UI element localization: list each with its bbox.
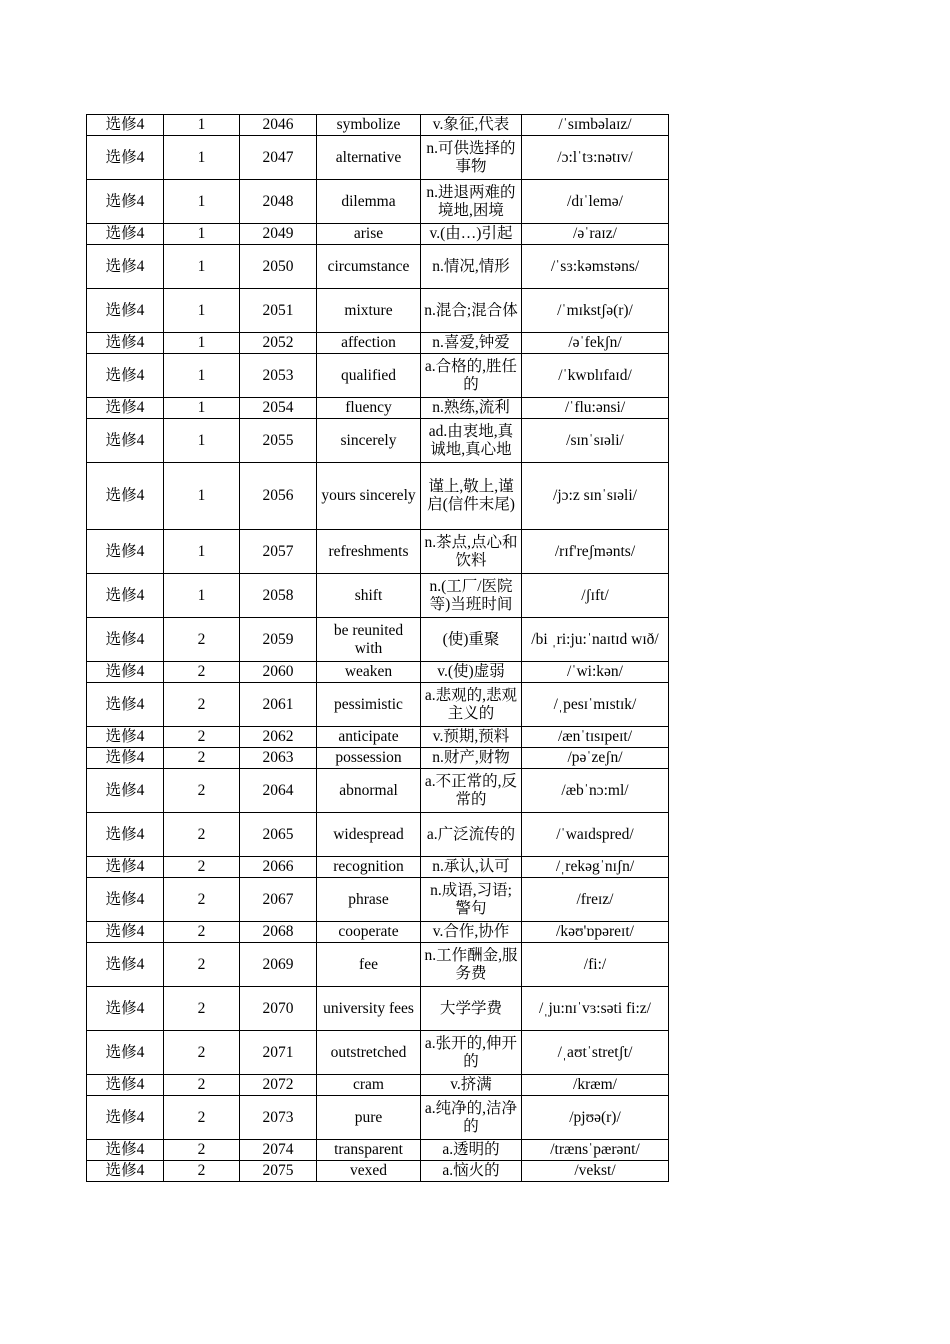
table-row — [87, 136, 669, 180]
table-row — [87, 224, 669, 245]
book-cell: 选修4 — [87, 180, 164, 224]
vocabulary-table — [86, 114, 669, 1182]
phonetic-cell: /ænˈtɪsɪpeɪt/ — [522, 727, 669, 748]
unit-cell: 1 — [164, 224, 240, 245]
book-cell: 选修4 — [87, 354, 164, 398]
table-row — [87, 1075, 669, 1096]
table-row — [87, 618, 669, 662]
meaning-cell: a.恼火的 — [421, 1161, 522, 1182]
meaning-cell: v.象征,代表 — [421, 115, 522, 136]
phonetic-cell: /ˈkwɒlɪfaɪd/ — [522, 354, 669, 398]
book-cell: 选修4 — [87, 1096, 164, 1140]
phonetic-cell: /ˌrekəgˈnɪʃn/ — [522, 857, 669, 878]
word-cell: circumstance — [317, 245, 421, 289]
word-cell: pure — [317, 1096, 421, 1140]
meaning-cell: v.(使)虚弱 — [421, 662, 522, 683]
meaning-cell: a.不正常的,反常的 — [421, 769, 522, 813]
table-row — [87, 878, 669, 922]
phonetic-cell: /ˈwaɪdspred/ — [522, 813, 669, 857]
word-cell: qualified — [317, 354, 421, 398]
unit-cell: 2 — [164, 878, 240, 922]
meaning-cell: v.挤满 — [421, 1075, 522, 1096]
unit-cell: 1 — [164, 180, 240, 224]
word-cell: mixture — [317, 289, 421, 333]
unit-cell: 2 — [164, 813, 240, 857]
meaning-cell: (使)重聚 — [421, 618, 522, 662]
number-cell: 2053 — [240, 354, 317, 398]
table-row — [87, 1161, 669, 1182]
meaning-cell: n.进退两难的境地,困境 — [421, 180, 522, 224]
unit-cell: 2 — [164, 922, 240, 943]
number-cell: 2065 — [240, 813, 317, 857]
book-cell: 选修4 — [87, 813, 164, 857]
phonetic-cell: /əˈraɪz/ — [522, 224, 669, 245]
meaning-cell: a.悲观的,悲观主义的 — [421, 683, 522, 727]
table-row — [87, 1140, 669, 1161]
unit-cell: 1 — [164, 289, 240, 333]
unit-cell: 1 — [164, 333, 240, 354]
table-row — [87, 748, 669, 769]
book-cell: 选修4 — [87, 115, 164, 136]
phonetic-cell: /dɪˈlemə/ — [522, 180, 669, 224]
table-row — [87, 574, 669, 618]
table-row — [87, 769, 669, 813]
unit-cell: 2 — [164, 857, 240, 878]
unit-cell: 1 — [164, 463, 240, 530]
meaning-cell: ad.由衷地,真诚地,真心地 — [421, 419, 522, 463]
meaning-cell: n.工作酬金,服务费 — [421, 943, 522, 987]
book-cell: 选修4 — [87, 574, 164, 618]
meaning-cell: n.成语,习语;警句 — [421, 878, 522, 922]
number-cell: 2054 — [240, 398, 317, 419]
unit-cell: 2 — [164, 727, 240, 748]
unit-cell: 2 — [164, 1096, 240, 1140]
phonetic-cell: /kəʊ'ɒpəreɪt/ — [522, 922, 669, 943]
word-cell: arise — [317, 224, 421, 245]
meaning-cell: n.财产,财物 — [421, 748, 522, 769]
number-cell: 2068 — [240, 922, 317, 943]
phonetic-cell: /ˈsɜ:kəmstəns/ — [522, 245, 669, 289]
number-cell: 2056 — [240, 463, 317, 530]
phonetic-cell: /ˈmɪkstʃə(r)/ — [522, 289, 669, 333]
unit-cell: 2 — [164, 748, 240, 769]
word-cell: affection — [317, 333, 421, 354]
word-cell: alternative — [317, 136, 421, 180]
number-cell: 2057 — [240, 530, 317, 574]
phonetic-cell: /vekst/ — [522, 1161, 669, 1182]
number-cell: 2069 — [240, 943, 317, 987]
number-cell: 2066 — [240, 857, 317, 878]
meaning-cell: a.透明的 — [421, 1140, 522, 1161]
book-cell: 选修4 — [87, 618, 164, 662]
table-row — [87, 662, 669, 683]
number-cell: 2073 — [240, 1096, 317, 1140]
table-row — [87, 727, 669, 748]
phonetic-cell: /pjʊə(r)/ — [522, 1096, 669, 1140]
table-row — [87, 1096, 669, 1140]
number-cell: 2064 — [240, 769, 317, 813]
meaning-cell: n.承认,认可 — [421, 857, 522, 878]
meaning-cell: n.熟练,流利 — [421, 398, 522, 419]
word-cell: phrase — [317, 878, 421, 922]
book-cell: 选修4 — [87, 1161, 164, 1182]
number-cell: 2060 — [240, 662, 317, 683]
word-cell: anticipate — [317, 727, 421, 748]
book-cell: 选修4 — [87, 289, 164, 333]
word-cell: fee — [317, 943, 421, 987]
book-cell: 选修4 — [87, 748, 164, 769]
word-cell: possession — [317, 748, 421, 769]
unit-cell: 2 — [164, 769, 240, 813]
table-row — [87, 333, 669, 354]
phonetic-cell: /ˌju:nɪˈvɜ:səti fi:z/ — [522, 987, 669, 1031]
book-cell: 选修4 — [87, 1140, 164, 1161]
table-row — [87, 354, 669, 398]
meaning-cell: n.混合;混合体 — [421, 289, 522, 333]
phonetic-cell: /ˌpesɪˈmɪstɪk/ — [522, 683, 669, 727]
number-cell: 2050 — [240, 245, 317, 289]
word-cell: transparent — [317, 1140, 421, 1161]
phonetic-cell: /ʃɪft/ — [522, 574, 669, 618]
table-row — [87, 245, 669, 289]
phonetic-cell: /sɪnˈsɪəli/ — [522, 419, 669, 463]
table-row — [87, 289, 669, 333]
meaning-cell: v.(由…)引起 — [421, 224, 522, 245]
book-cell: 选修4 — [87, 419, 164, 463]
table-row — [87, 180, 669, 224]
phonetic-cell: /bi ˌri:ju:ˈnaɪtɪd wɪð/ — [522, 618, 669, 662]
table-row — [87, 463, 669, 530]
number-cell: 2051 — [240, 289, 317, 333]
word-cell: symbolize — [317, 115, 421, 136]
unit-cell: 2 — [164, 943, 240, 987]
book-cell: 选修4 — [87, 245, 164, 289]
book-cell: 选修4 — [87, 463, 164, 530]
table-row — [87, 987, 669, 1031]
word-cell: dilemma — [317, 180, 421, 224]
phonetic-cell: /rɪf'reʃmənts/ — [522, 530, 669, 574]
meaning-cell: a.张开的,伸开的 — [421, 1031, 522, 1075]
number-cell: 2047 — [240, 136, 317, 180]
number-cell: 2071 — [240, 1031, 317, 1075]
word-cell: shift — [317, 574, 421, 618]
book-cell: 选修4 — [87, 662, 164, 683]
word-cell: recognition — [317, 857, 421, 878]
number-cell: 2059 — [240, 618, 317, 662]
phonetic-cell: /ˈsɪmbəlaɪz/ — [522, 115, 669, 136]
meaning-cell: a.纯净的,洁净的 — [421, 1096, 522, 1140]
table-row — [87, 398, 669, 419]
phonetic-cell: /ˈflu:ənsi/ — [522, 398, 669, 419]
unit-cell: 2 — [164, 1140, 240, 1161]
phonetic-cell: /jɔ:z sɪnˈsɪəli/ — [522, 463, 669, 530]
meaning-cell: 谨上,敬上,谨启(信件末尾) — [421, 463, 522, 530]
table-row — [87, 115, 669, 136]
book-cell: 选修4 — [87, 987, 164, 1031]
unit-cell: 1 — [164, 354, 240, 398]
number-cell: 2048 — [240, 180, 317, 224]
number-cell: 2062 — [240, 727, 317, 748]
phonetic-cell: /kræm/ — [522, 1075, 669, 1096]
word-cell: cram — [317, 1075, 421, 1096]
word-cell: be reunited with — [317, 618, 421, 662]
unit-cell: 2 — [164, 987, 240, 1031]
meaning-cell: a.广泛流传的 — [421, 813, 522, 857]
number-cell: 2058 — [240, 574, 317, 618]
number-cell: 2049 — [240, 224, 317, 245]
vocabulary-table-body — [87, 115, 669, 1182]
word-cell: university fees — [317, 987, 421, 1031]
book-cell: 选修4 — [87, 136, 164, 180]
number-cell: 2063 — [240, 748, 317, 769]
word-cell: vexed — [317, 1161, 421, 1182]
book-cell: 选修4 — [87, 1075, 164, 1096]
book-cell: 选修4 — [87, 878, 164, 922]
book-cell: 选修4 — [87, 530, 164, 574]
meaning-cell: n.喜爱,钟爱 — [421, 333, 522, 354]
word-cell: cooperate — [317, 922, 421, 943]
number-cell: 2055 — [240, 419, 317, 463]
book-cell: 选修4 — [87, 224, 164, 245]
number-cell: 2070 — [240, 987, 317, 1031]
unit-cell: 1 — [164, 419, 240, 463]
book-cell: 选修4 — [87, 1031, 164, 1075]
word-cell: fluency — [317, 398, 421, 419]
unit-cell: 2 — [164, 618, 240, 662]
book-cell: 选修4 — [87, 943, 164, 987]
word-cell: weaken — [317, 662, 421, 683]
phonetic-cell: /fi:/ — [522, 943, 669, 987]
number-cell: 2074 — [240, 1140, 317, 1161]
meaning-cell: v.预期,预料 — [421, 727, 522, 748]
phonetic-cell: /ɔ:lˈtɜ:nətɪv/ — [522, 136, 669, 180]
table-row — [87, 813, 669, 857]
phonetic-cell: /pəˈzeʃn/ — [522, 748, 669, 769]
word-cell: abnormal — [317, 769, 421, 813]
table-row — [87, 1031, 669, 1075]
unit-cell: 2 — [164, 1161, 240, 1182]
unit-cell: 2 — [164, 683, 240, 727]
table-row — [87, 943, 669, 987]
meaning-cell: a.合格的,胜任的 — [421, 354, 522, 398]
meaning-cell: n.情况,情形 — [421, 245, 522, 289]
unit-cell: 1 — [164, 398, 240, 419]
book-cell: 选修4 — [87, 922, 164, 943]
meaning-cell: n.(工厂/医院等)当班时间 — [421, 574, 522, 618]
word-cell: sincerely — [317, 419, 421, 463]
table-row — [87, 857, 669, 878]
phonetic-cell: /ˌaʊtˈstretʃt/ — [522, 1031, 669, 1075]
table-row — [87, 530, 669, 574]
unit-cell: 1 — [164, 245, 240, 289]
word-cell: yours sincerely — [317, 463, 421, 530]
word-cell: widespread — [317, 813, 421, 857]
meaning-cell: n.茶点,点心和饮料 — [421, 530, 522, 574]
word-cell: pessimistic — [317, 683, 421, 727]
unit-cell: 1 — [164, 115, 240, 136]
meaning-cell: v.合作,协作 — [421, 922, 522, 943]
book-cell: 选修4 — [87, 727, 164, 748]
unit-cell: 1 — [164, 530, 240, 574]
number-cell: 2061 — [240, 683, 317, 727]
meaning-cell: n.可供选择的事物 — [421, 136, 522, 180]
number-cell: 2072 — [240, 1075, 317, 1096]
table-row — [87, 419, 669, 463]
unit-cell: 2 — [164, 662, 240, 683]
phonetic-cell: /əˈfekʃn/ — [522, 333, 669, 354]
word-cell: refreshments — [317, 530, 421, 574]
unit-cell: 1 — [164, 136, 240, 180]
phonetic-cell: /trænsˈpærənt/ — [522, 1140, 669, 1161]
book-cell: 选修4 — [87, 857, 164, 878]
book-cell: 选修4 — [87, 683, 164, 727]
number-cell: 2067 — [240, 878, 317, 922]
book-cell: 选修4 — [87, 398, 164, 419]
phonetic-cell: /æbˈnɔ:ml/ — [522, 769, 669, 813]
phonetic-cell: /freɪz/ — [522, 878, 669, 922]
meaning-cell: 大学学费 — [421, 987, 522, 1031]
table-row — [87, 683, 669, 727]
number-cell: 2052 — [240, 333, 317, 354]
unit-cell: 2 — [164, 1031, 240, 1075]
word-cell: outstretched — [317, 1031, 421, 1075]
book-cell: 选修4 — [87, 769, 164, 813]
phonetic-cell: /ˈwi:kən/ — [522, 662, 669, 683]
table-row — [87, 922, 669, 943]
book-cell: 选修4 — [87, 333, 164, 354]
unit-cell: 1 — [164, 574, 240, 618]
unit-cell: 2 — [164, 1075, 240, 1096]
number-cell: 2046 — [240, 115, 317, 136]
number-cell: 2075 — [240, 1161, 317, 1182]
